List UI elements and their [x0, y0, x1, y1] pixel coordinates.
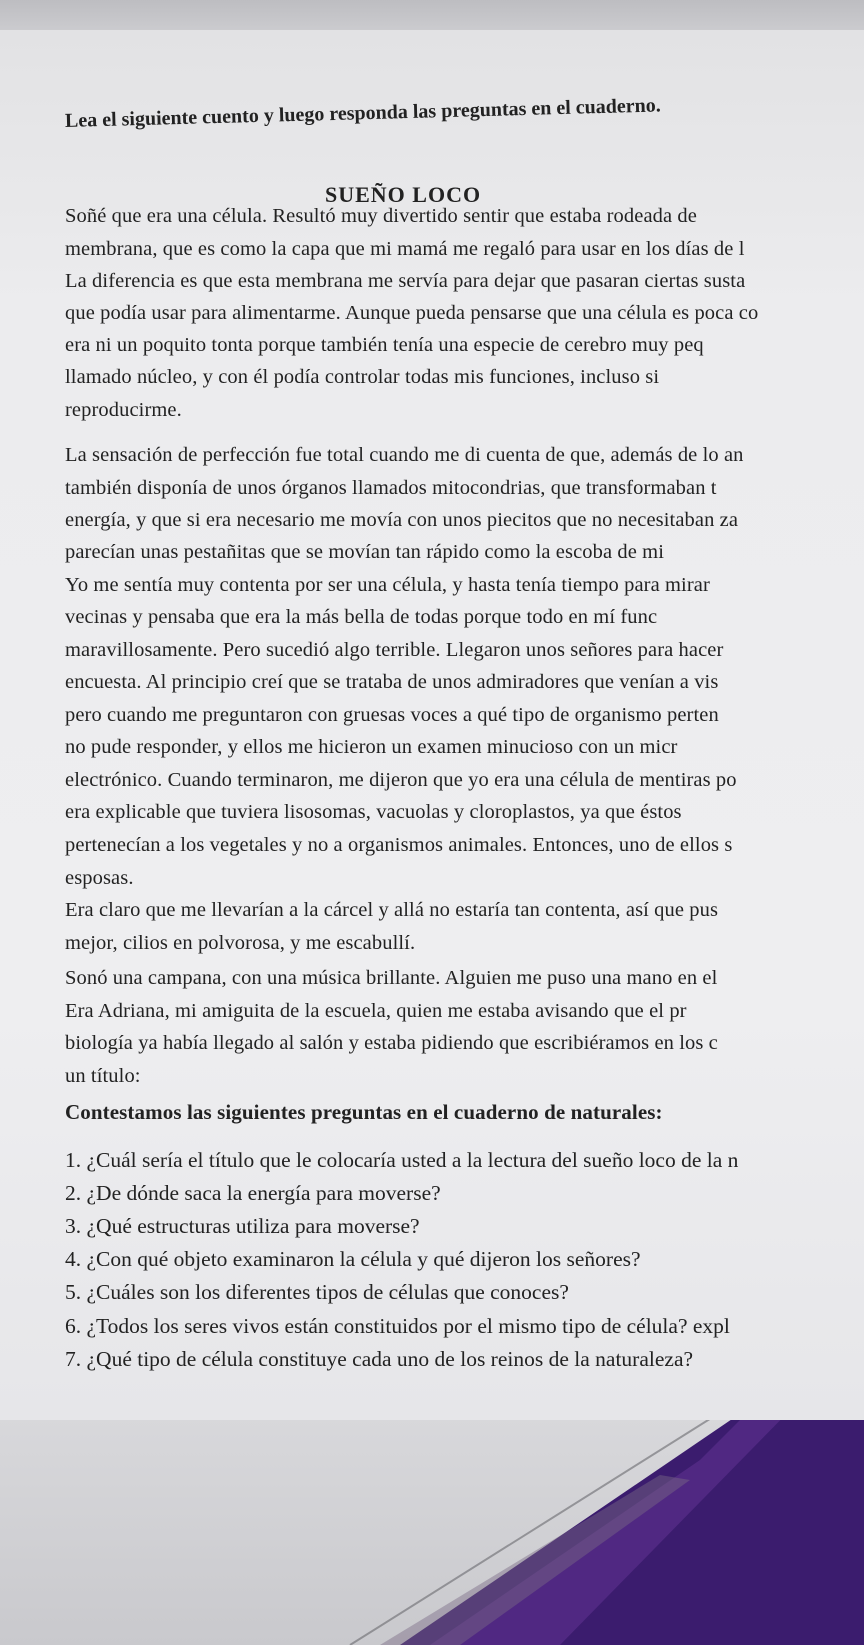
story-line: energía, y que si era necesario me movía con unos piecitos que no necesitaban za	[65, 509, 739, 531]
question-item: 1. ¿Cuál sería el título que le colocaría usted a la lectura del sueño loco de la n	[65, 1148, 739, 1172]
story-line: La sensación de perfección fue total cuando me di cuenta de que, además de lo an	[65, 444, 744, 466]
question-item: 4. ¿Con qué objeto examinaron la célula y qué dijeron los señores?	[65, 1247, 641, 1271]
story-line: Sonó una campana, con una música brillante. Alguien me puso una mano en el	[65, 967, 718, 989]
story-line: esposas.	[65, 867, 134, 889]
story-line: biología ya había llegado al salón y estaba pidiendo que escribiéramos en los c	[65, 1032, 718, 1054]
story-line: La diferencia es que esta membrana me servía para dejar que pasaran ciertas susta	[65, 270, 746, 292]
story-line: parecían unas pestañitas que se movían tan rápido como la escoba de mi	[65, 541, 665, 563]
story-line: era explicable que tuviera lisosomas, vacuolas y cloroplastos, ya que éstos	[65, 801, 682, 823]
story-line: reproducirme.	[65, 399, 182, 421]
story-line: encuesta. Al principio creí que se trataba de unos admiradores que venían a vis	[65, 671, 719, 693]
question-item: 5. ¿Cuáles son los diferentes tipos de células que conoces?	[65, 1280, 569, 1304]
story-line: Era Adriana, mi amiguita de la escuela, quien me estaba avisando que el pr	[65, 1000, 687, 1022]
document-page	[0, 30, 864, 1420]
story-line: que podía usar para alimentarme. Aunque pueda pensarse que una célula es poca co	[65, 302, 759, 324]
story-line: pertenecían a los vegetales y no a organismos animales. Entonces, uno de ellos s	[65, 834, 733, 856]
questions-heading: Contestamos las siguientes preguntas en el cuaderno de naturales:	[65, 1100, 663, 1124]
story-line: un título:	[65, 1065, 141, 1087]
story-line: Yo me sentía muy contenta por ser una célula, y hasta tenía tiempo para mirar	[65, 574, 710, 596]
story-line: membrana, que es como la capa que mi mamá me regaló para usar en los días de l	[65, 238, 745, 260]
story-line: también disponía de unos órganos llamados mitocondrias, que transformaban t	[65, 477, 717, 499]
instruction-text: Lea el siguiente cuento y luego responda las preguntas en el cuaderno.	[64, 94, 662, 132]
story-line: maravillosamente. Pero sucedió algo terrible. Llegaron unos señores para hacer	[65, 639, 724, 661]
story-line: Era claro que me llevarían a la cárcel y allá no estaría tan contenta, así que pus	[65, 899, 719, 921]
story-line: mejor, cilios en polvorosa, y me escabullí.	[65, 932, 416, 954]
story-line: pero cuando me preguntaron con gruesas voces a qué tipo de organismo perten	[65, 704, 719, 726]
question-item: 3. ¿Qué estructuras utiliza para moverse?	[65, 1214, 420, 1238]
story-line: Soñé que era una célula. Resultó muy divertido sentir que estaba rodeada de	[65, 205, 697, 227]
question-item: 6. ¿Todos los seres vivos están constituidos por el mismo tipo de célula? expl	[65, 1314, 730, 1338]
story-line: llamado núcleo, y con él podía controlar todas mis funciones, incluso si	[65, 366, 660, 388]
story-line: electrónico. Cuando terminaron, me dijeron que yo era una célula de mentiras po	[65, 769, 737, 791]
question-item: 2. ¿De dónde saca la energía para moverse?	[65, 1181, 441, 1205]
story-title: SUEÑO LOCO	[325, 182, 482, 207]
question-item: 7. ¿Qué tipo de célula constituye cada uno de los reinos de la naturaleza?	[65, 1347, 694, 1371]
purple-cloth	[0, 1400, 864, 1645]
story-line: vecinas y pensaba que era la más bella de todas porque todo en mí func	[65, 606, 658, 628]
story-line: no pude responder, y ellos me hicieron un examen minucioso con un micr	[65, 736, 678, 758]
story-line: era ni un poquito tonta porque también tenía una especie de cerebro muy peq	[65, 334, 704, 356]
